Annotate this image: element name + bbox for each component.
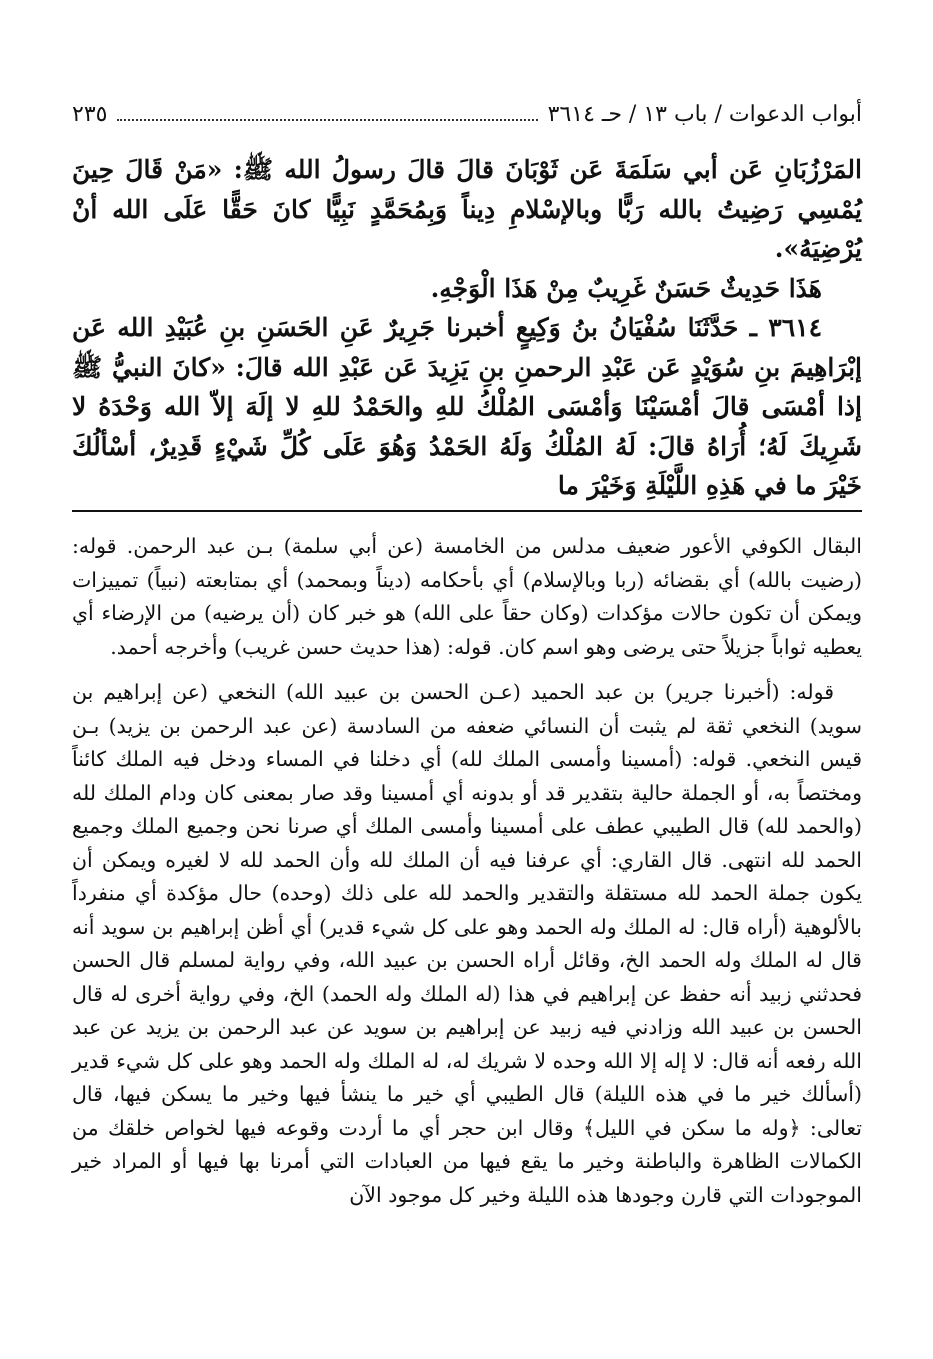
commentary-paragraph: قوله: (أخبرنا جرير) بن عبد الحميد (عـن الحسن بن عبيد الله) النخعي (عن إبراهيم بن سويد) النخعي ثقة لم يثبت أن النسائي ضعفه من السادسة (عن عبد الرحمن بن يزيد) بـن قيس النخعي. قوله: (أمسينا وأمسى الملك لله) أي دخلنا في المساء ودخل فيه الملك كائناً ومختصاً به، أو الجملة حالية بتقدير قد أو بدونه أي أمسينا وقد صار بمعنى كان ودام الملك لله (والحمد لله) قال الطيبي عطف على أمسينا وأمسى الملك أي صرنا نحن وجميع الملك وجميع الحمد لله انتهى. قال القاري: أي عرفنا فيه أن الملك لله وأن الحمد لله لا لغيره ويمكن أن يكون جملة الحمد لله مستقلة والتقدير والحمد لله على ذلك (وحده) حال مؤكدة أي منفرداً بالألوهية (أراه قال: له الملك وله الحمد وهو على كل شيء قدير) أي أظن إبراهيم بن سويد أنه قال له الملك وله الحمد الخ، وقائل أراه الحسن بن عبيد الله، وفي رواية لمسلم قال الحسن فحدثني زبيد أنه حفظ عن إبراهيم في هذا (له الملك وله الحمد) الخ، وفي رواية أخرى له قال الحسن بن عبيد الله وزادني فيه زبيد عن إبراهيم بن سويد عن عبد الرحمن بن يزيد عن عبد الله رفعه أنه قال: لا إله إلا الله وحده لا شريك له، له الملك وله الحمد وهو على كل شيء قدير (أسألك خير ما في هذه الليلة) قال الطيبي أي خير ما ينشأ فيها وخير ما يسكن فيها، قال تعالى: ﴿وله ما سكن في الليل﴾ وقال ابن حجر أي ما أردت وقوعه فيها لخواص خلقك من الكمالات الظاهرة والباطنة وخير ما يقع فيها من العبادات التي أمرنا بها فيها أو المراد خير الموجودات التي قارن وجودها هذه الليلة وخير كل موجود الآن [72, 680, 862, 1207]
hadith-3613-ending: المَرْزُبَانِ عَن أبي سَلَمَةَ عَن ثَوْبَانَ قالَ قالَ رسولُ الله ﷺ: «مَنْ قَالَ حِينَ يُمْسِي رَضِيتُ بالله رَبًّا وبالإسْلامِ دِيناً وَبِمُحَمَّدٍ نَبِيًّا كانَ حَقًّا عَلَى الله أنْ يُرْضِيَهُ». [72, 155, 862, 263]
footnote-divider [72, 510, 862, 512]
hadith-3614 [72, 308, 862, 506]
hadith-grading: هَذَا حَدِيثٌ حَسَنٌ غَرِيبٌ مِنْ هَذَا الْوَجْهِ. [430, 273, 822, 303]
running-header [72, 92, 862, 136]
commentary-paragraph: البقال الكوفي الأعور ضعيف مدلس من الخامسة (عن أبي سلمة) بـن عبد الرحمن. قوله: (رضيت بالله) أي بقضائه (ربا وبالإسلام) أي بأحكامه (ديناً وبمحمد) أي بمتابعته (نبياً) تمييزات ويمكن أن تكون حالات مؤكدات (وكان حقاً على الله) هو خبر كان (أن يرضيه) من الإرضاء أي يعطيه ثواباً جزيلاً حتى يرضى وهو اسم كان. قوله: (هذا حديث حسن غريب) وأخرجه أحمد. [72, 534, 862, 659]
hadith-text [72, 150, 862, 506]
hadith-number: ٣٦١٤ ـ [749, 313, 823, 342]
commentary [72, 530, 862, 1212]
hadith-3614-text: حَدَّثَنَا سُفْيَانُ بنُ وَكِيعٍ أخبرنا جَرِيرٌ عَنِ الحَسَنِ بنِ عُبَيْدِ الله عَن إبْرَاهِيمَ بنِ سُوَيْدٍ عَن عَبْدِ الرحمنِ بنِ يَزِيدَ عَن عَبْدِ الله قالَ: «كانَ النبيُّ ﷺ إذا أمْسَى قالَ أمْسَيْنَا وَأمْسَى المُلْكُ للهِ والحَمْدُ للهِ لا إلَهَ إلاّ الله وَحْدَهُ لا شَرِيكَ لَهُ؛ أُرَاهُ قالَ: لَهُ المُلْكُ وَلَهُ الحَمْدُ وَهُوَ عَلَى كُلِّ شَيْءٍ قَدِيرٌ، أسْألُكَ خَيْرَ ما في هَذِهِ اللَّيْلَةِ وَخَيْرَ ما [72, 313, 862, 500]
page-number: ٢٣٥ [72, 101, 108, 127]
dotted-leader [117, 119, 537, 121]
running-title: أبواب الدعوات / باب ١٣ / حـ ٣٦١٤ [547, 101, 862, 127]
